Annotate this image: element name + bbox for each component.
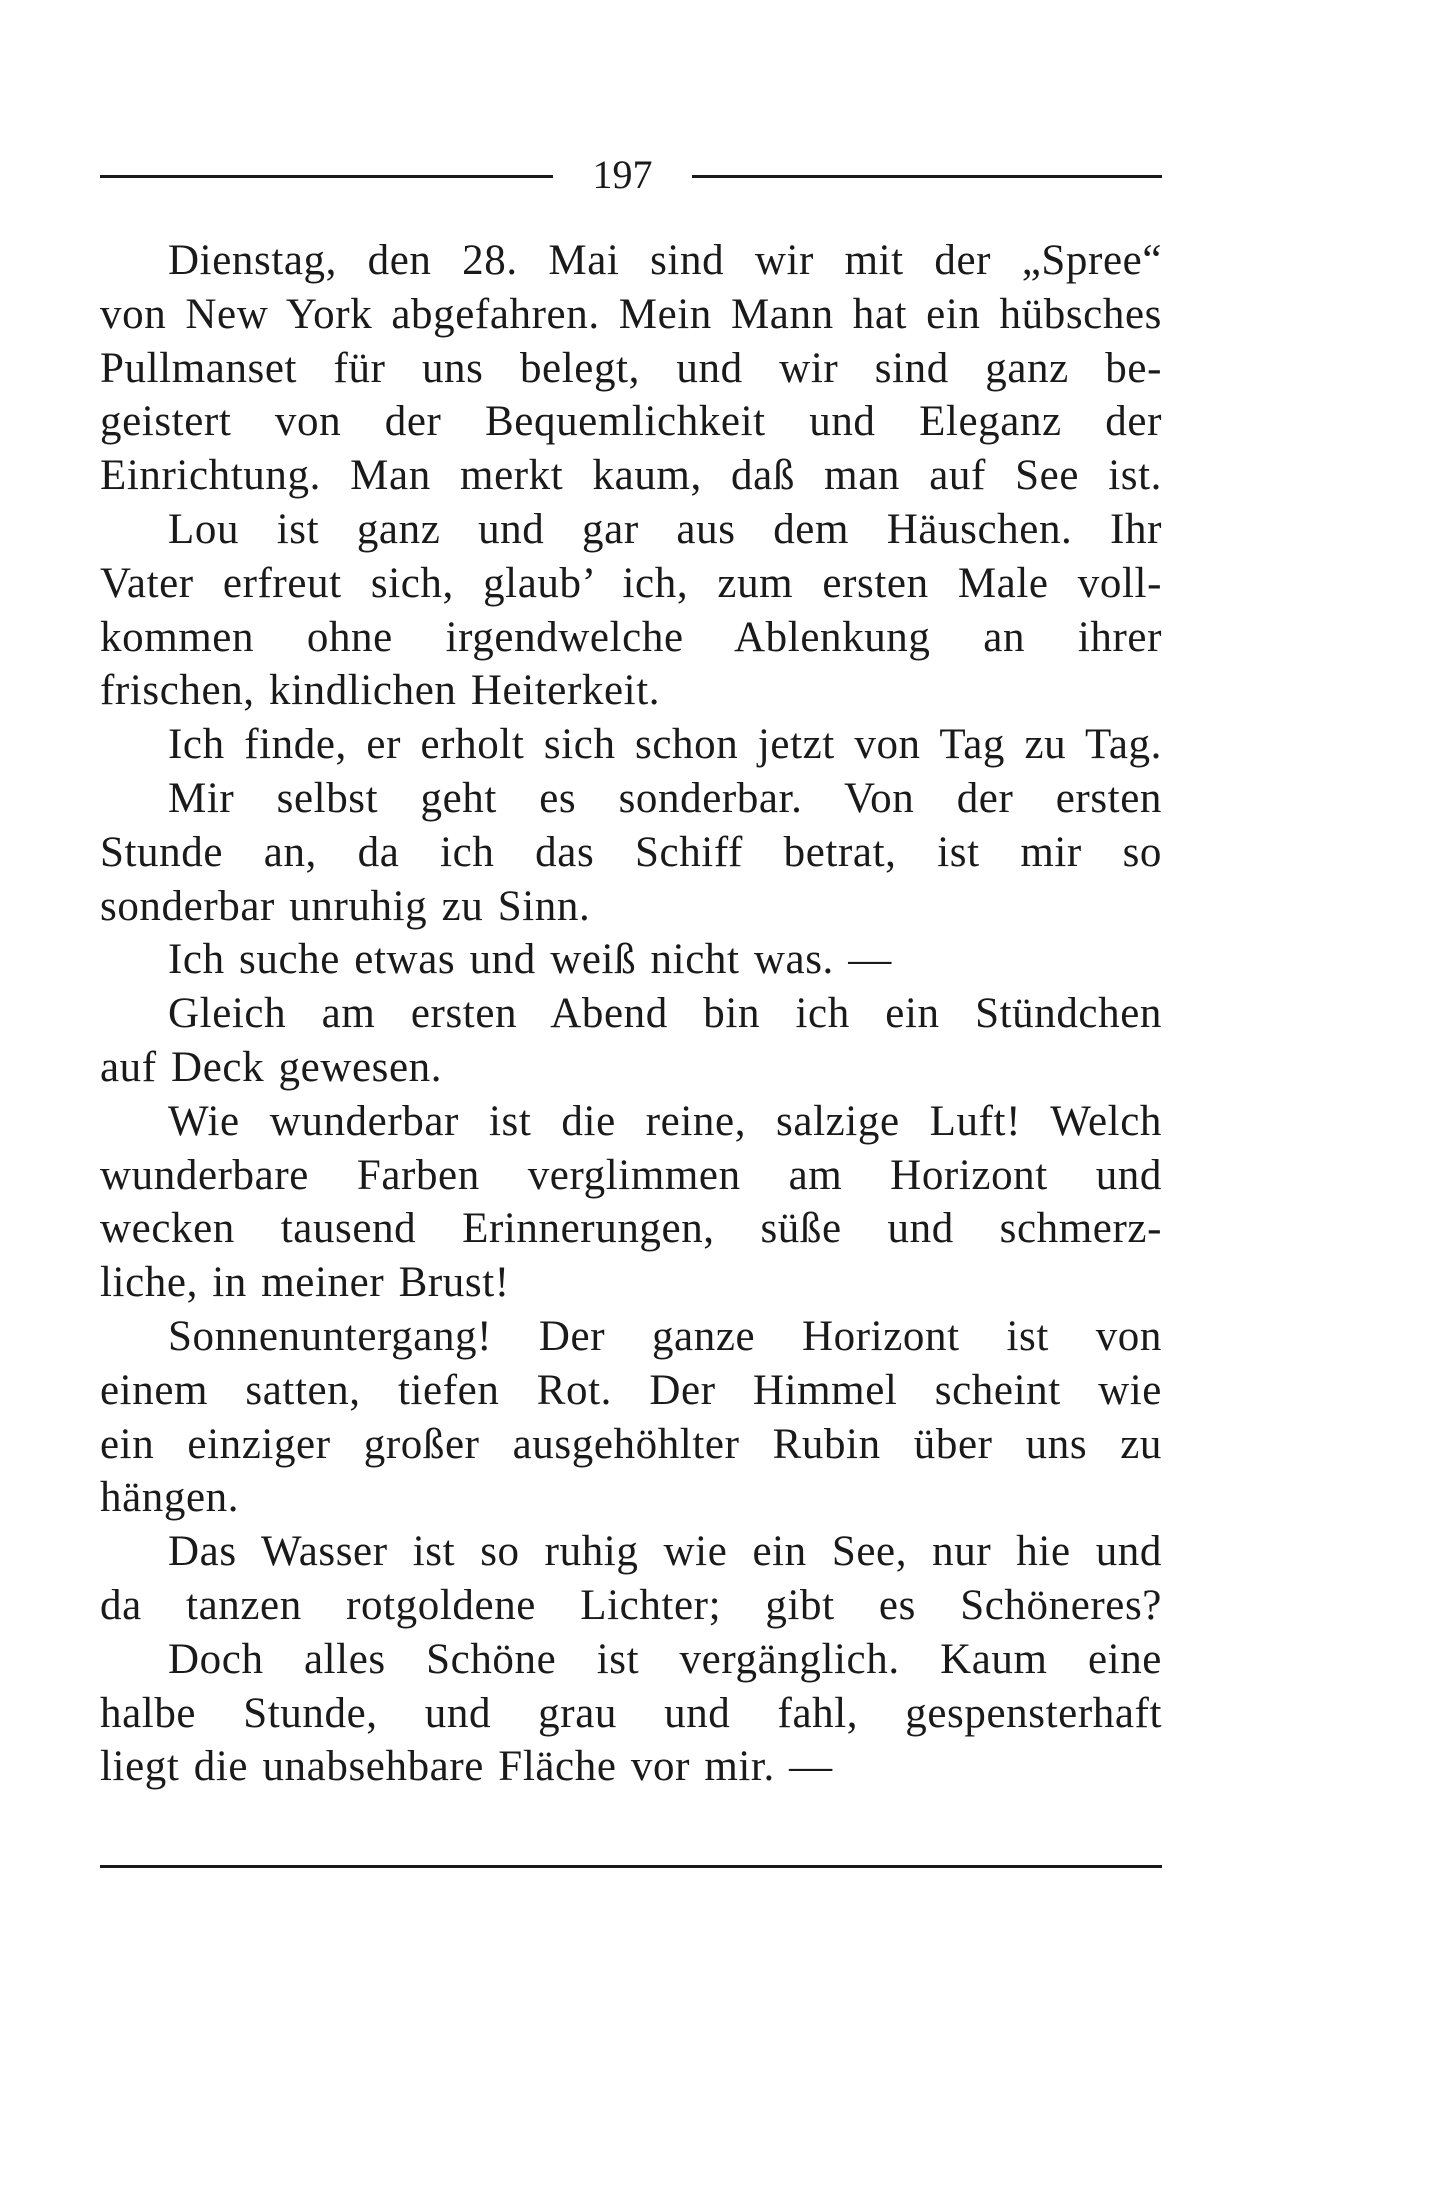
header-rule-left: [100, 175, 553, 178]
text-line: hängen.: [100, 1474, 240, 1522]
paragraph-6: [100, 987, 1162, 1095]
text-line: Lou ist ganz und gar aus dem Häuschen. Ihr: [168, 505, 1162, 553]
text-line: Einrichtung. Man merkt kaum, daß man auf See ist.: [100, 452, 1162, 500]
page-header: [100, 140, 1162, 210]
text-line: Dienstag, den 28. Mai sind wir mit der „Spree“: [168, 237, 1162, 284]
text-line: Ich finde, er erholt sich schon jetzt von Tag zu Tag.: [168, 721, 1162, 769]
text-line: sonderbar unruhig zu Sinn.: [100, 882, 591, 930]
text-line: da tanzen rotgoldene Lichter; gibt es Schöneres?: [100, 1581, 1162, 1629]
text-line: Stunde an, da ich das Schiff betrat, ist mir so: [100, 828, 1162, 876]
text-line: halbe Stunde, und grau und fahl, gespensterhaft: [100, 1689, 1162, 1737]
text-line: Das Wasser ist so ruhig wie ein See, nur hie und: [168, 1528, 1162, 1576]
paragraph-8: [100, 1310, 1162, 1525]
text-line: Gleich am ersten Abend bin ich ein Stündchen: [168, 990, 1162, 1038]
text-line: auf Deck gewesen.: [100, 1043, 443, 1091]
text-line: wecken tausend Erinnerungen, süße und schmerz-: [100, 1205, 1162, 1253]
text-line: Mir selbst geht es sonderbar. Von der ersten: [168, 774, 1162, 822]
paragraph-1: [100, 234, 1162, 503]
text-line: Sonnenuntergang! Der ganze Horizont ist von: [168, 1312, 1162, 1360]
text-line: liegt die unabsehbare Fläche vor mir. —: [100, 1743, 833, 1791]
text-line: liche, in meiner Brust!: [100, 1259, 510, 1307]
text-line: kommen ohne irgendwelche Ablenkung an ihrer: [100, 613, 1162, 661]
text-line: Ich suche etwas und weiß nicht was. —: [168, 936, 892, 984]
text-line: ein einziger großer ausgehöhlter Rubin über uns zu: [100, 1420, 1162, 1468]
text-line: Pullmanset für uns belegt, und wir sind ganz be-: [100, 344, 1162, 392]
text-line: einem satten, tiefen Rot. Der Himmel scheint wie: [100, 1366, 1162, 1414]
paragraph-2: [100, 503, 1162, 718]
text-line: geistert von der Bequemlichkeit und Eleganz der: [100, 398, 1162, 446]
text-line: Doch alles Schöne ist vergänglich. Kaum eine: [168, 1635, 1162, 1683]
header-rule-right: [692, 175, 1162, 178]
paragraph-5: [100, 933, 1162, 987]
paragraph-10: [100, 1633, 1162, 1794]
text-line: wunderbare Farben verglimmen am Horizont und: [100, 1151, 1162, 1199]
body-text: [100, 234, 1162, 1794]
paragraph-4: [100, 772, 1162, 933]
paragraph-7: [100, 1095, 1162, 1310]
text-line: von New York abgefahren. Mein Mann hat ein hübsches: [100, 290, 1162, 338]
footer-rule: [100, 1865, 1162, 1868]
text-line: frischen, kindlichen Heiterkeit.: [100, 667, 661, 715]
paragraph-3: [100, 718, 1162, 772]
text-line: Wie wunderbar ist die reine, salzige Luft! Welch: [168, 1097, 1162, 1145]
page-number: 197: [592, 152, 653, 197]
paragraph-9: [100, 1525, 1162, 1633]
text-line: Vater erfreut sich, glaub’ ich, zum ersten Male voll-: [100, 559, 1162, 607]
